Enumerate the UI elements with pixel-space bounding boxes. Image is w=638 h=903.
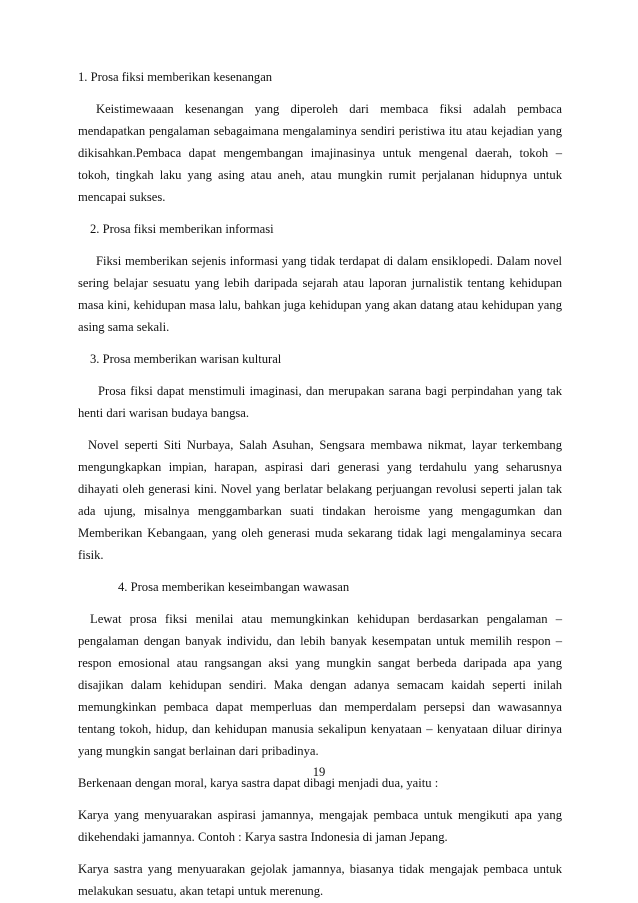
- section-heading-1: 1. Prosa fiksi memberikan kesenangan: [78, 70, 273, 84]
- page-number: 19: [312, 765, 326, 779]
- paragraph-8: Karya sastra yang menyuarakan gejolak jamannya, biasanya tidak mengajak pembaca untuk melakukan sesuatu, akan tetapi untuk merenung.: [78, 862, 562, 898]
- section-heading-2: 2. Prosa fiksi memberikan informasi: [90, 222, 274, 236]
- paragraph-3: Prosa fiksi dapat menstimuli imaginasi, dan merupakan sarana bagi perpindahan yang tak henti dari warisan budaya bangsa.: [78, 384, 562, 420]
- paragraph-5: Lewat prosa fiksi menilai atau memungkinkan kehidupan berdasarkan pengalaman – pengalaman dengan banyak individu, dan lebih banyak kesempatan untuk memilih respon – respon emosional atau rangsangan aksi yang mungkin sangat berbeda daripada apa yang disajikan dalam kehidupan sendiri. Maka dengan adanya semacam kaidah seperti inilah memungkinkan pembaca dapat memperluas dan memperdalam persepsi dan wawasannya tentang tokoh, hidup, dan kehidupan manusia sekalipun kenyataan – kenyataan diluar dirinya yang mungkin sangat berlainan dari pribadinya.: [78, 612, 562, 758]
- section-heading-4: 4. Prosa memberikan keseimbangan wawasan: [118, 580, 350, 594]
- paragraph-7: Karya yang menyuarakan aspirasi jamannya, mengajak pembaca untuk mengikuti apa yang dikehendaki jamannya. Contoh : Karya sastra Indonesia di jaman Jepang.: [78, 808, 562, 844]
- paragraph-6: Berkenaan dengan moral, karya sastra dapat dibagi menjadi dua, yaitu :: [78, 776, 439, 790]
- paragraph-1: Keistimewaaan kesenangan yang diperoleh dari membaca fiksi adalah pembaca mendapatkan pengalaman sebagaimana mengalaminya sendiri peristiwa itu atau kejadian yang dikisahkan.Pembaca dapat mengembangan imajinasinya untuk mengenal daerah, tokoh – tokoh, tingkah laku yang asing atau aneh, atau mungkin rumit perjalanan hidupnya untuk mencapai sukses.: [78, 102, 562, 204]
- paragraph-4: Novel seperti Siti Nurbaya, Salah Asuhan, Sengsara membawa nikmat, layar terkembang mengungkapkan impian, harapan, aspirasi dari generasi yang terdahulu yang seharusnya dihayati oleh generasi kini. Novel yang berlatar belakang perjuangan revolusi seperti jalan tak ada ujung, misalnya menggambarkan suati tindakan heroisme yang mengagumkan dan Memberikan Kebangaan, yang oleh generasi muda sekarang tidak lagi mengalaminya secara fisik.: [78, 438, 562, 562]
- section-heading-3: 3. Prosa memberikan warisan kultural: [90, 352, 282, 366]
- paragraph-2: Fiksi memberikan sejenis informasi yang tidak terdapat di dalam ensiklopedi. Dalam novel sering belajar sesuatu yang lebih daripada sejarah atau laporan jurnalistik tentang kehidupan masa kini, kehidupan masa lalu, bahkan juga kehidupan yang akan datang atau kehidupan yang asing sama sekali.: [78, 254, 562, 334]
